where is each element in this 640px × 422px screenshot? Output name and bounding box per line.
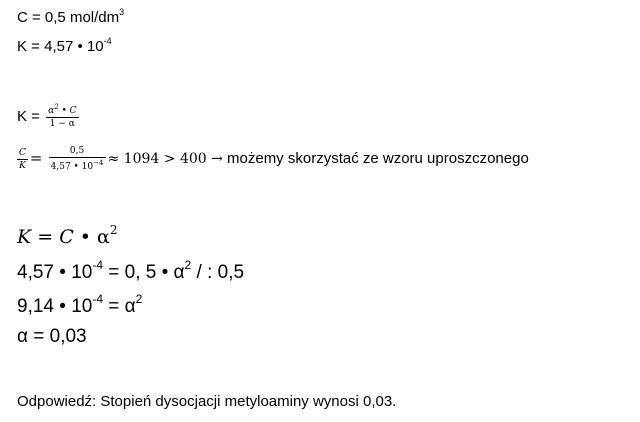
ratio-den-base: 4,57 • 10 [50, 162, 94, 172]
ostwald-formula [17, 104, 79, 130]
ratio-conclusion: możemy skorzystać ze wzoru uproszczonego [222, 149, 529, 167]
calc-step-2 [17, 292, 142, 318]
ostwald-denominator: 1 − α [49, 119, 75, 129]
simplified-eq: = [31, 226, 60, 248]
step1-right: / : 0,5 [191, 262, 245, 283]
ratio-c: C [19, 147, 26, 158]
ratio-line [17, 146, 529, 172]
concentration-exponent: 3 [119, 7, 125, 17]
step2-exp2: 2 [135, 292, 143, 306]
ostwald-num-exp: 2 [54, 103, 59, 111]
calc-result: α = 0,03 [17, 326, 87, 347]
simplified-c: C [59, 226, 74, 248]
ostwald-k-label: K = [17, 107, 40, 125]
step2-exp: -4 [92, 292, 103, 306]
ostwald-numerator [46, 103, 78, 118]
ratio-k: K [19, 160, 26, 171]
concentration-text: C = 0,5 mol/dm [17, 9, 120, 26]
simplified-alpha: • α [73, 226, 110, 248]
simplified-formula [17, 223, 118, 249]
ostwald-num-rest: • C [58, 106, 77, 116]
constant-exponent: -4 [103, 36, 112, 46]
ostwald-fraction [46, 103, 78, 129]
answer-text: Odpowiedź: Stopień dysocjacji metyloaminy wynosi 0,03. [17, 393, 397, 410]
ostwald-num-alpha: α [48, 106, 55, 116]
concentration-line [17, 7, 124, 26]
ratio-c-over-k [17, 148, 28, 171]
step1-exp: -4 [92, 258, 103, 272]
simplified-k: K [17, 226, 32, 248]
constant-text: K = 4,57 • 10 [17, 38, 104, 55]
ratio-value-fraction [49, 146, 106, 172]
simplified-exp: 2 [109, 223, 118, 237]
step1-exp2: 2 [184, 258, 192, 272]
ratio-equals: = [29, 148, 43, 167]
step2-left: 9,14 • 10 [17, 296, 93, 317]
ratio-value-num: 0,5 [49, 146, 106, 158]
ratio-den-exp: −4 [93, 159, 104, 167]
step1-mid: = 0, 5 • α [103, 262, 185, 283]
constant-line [17, 36, 112, 55]
ratio-value-den [49, 158, 106, 172]
step1-left: 4,57 • 10 [17, 262, 93, 283]
ratio-comparison: ≈ 1094 > 400 → [107, 150, 223, 167]
step2-mid: = α [103, 296, 136, 317]
calc-step-1 [17, 258, 244, 284]
